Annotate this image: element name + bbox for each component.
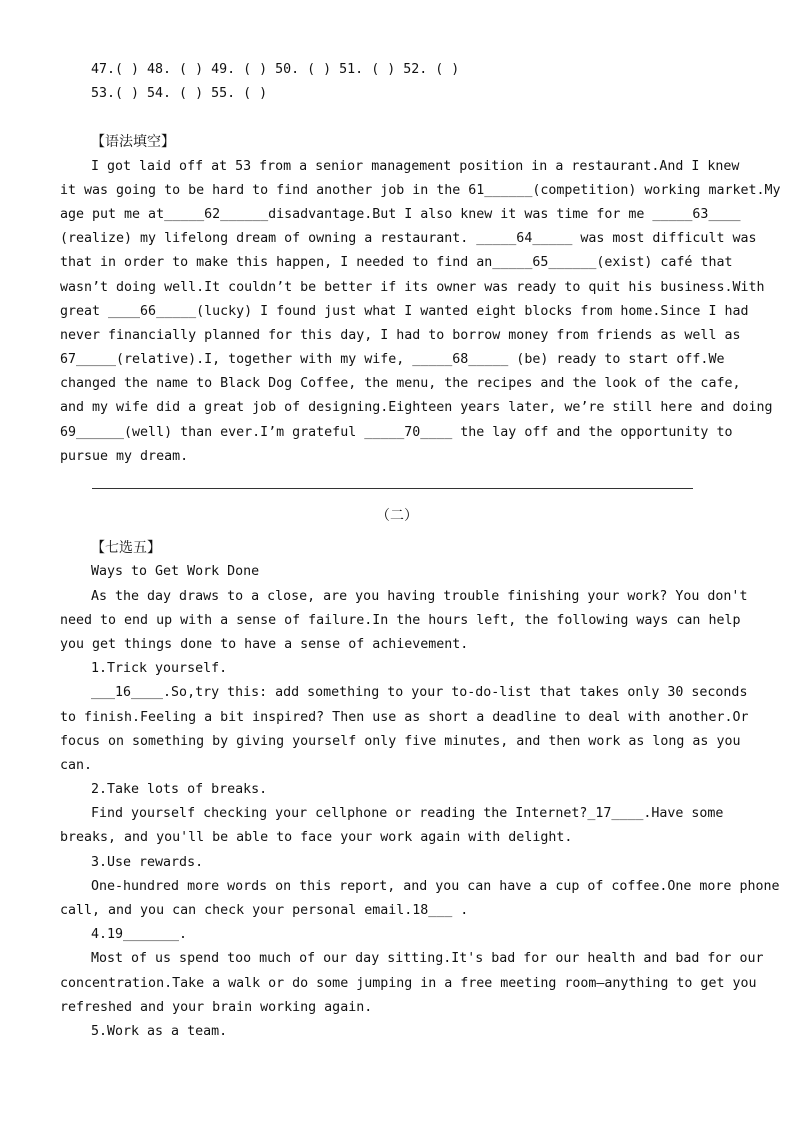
passage-line: refreshed and your brain working again. xyxy=(60,999,373,1015)
grammar-line: wasn’t doing well.It couldn’t be better if its owner was ready to quit his business.With xyxy=(60,279,765,295)
passage-line: call, and you can check your personal email.18___ . xyxy=(60,903,469,919)
passage-line: One-hundred more words on this report, and you can have a cup of coffee.One more phone xyxy=(91,878,780,894)
grammar-passage xyxy=(60,155,781,469)
passage-line: can. xyxy=(60,757,93,773)
article-title: Ways to Get Work Done xyxy=(91,564,260,580)
grammar-heading: 【语法填空】 xyxy=(91,134,175,151)
section-two-title: （二） xyxy=(376,508,418,524)
seven-choose-five-heading: 【七选五】 xyxy=(91,540,161,557)
answer-row-2: 53.( ) 54. ( ) 55. ( ) xyxy=(91,86,268,102)
answer-row-1: 47.( ) 48. ( ) 49. ( ) 50. ( ) 51. ( ) 52. ( ) xyxy=(91,62,460,77)
passage-line: Find yourself checking your cellphone or reading the Internet?_17____.Have some xyxy=(91,806,724,822)
passage-line: 4.19_______. xyxy=(91,927,188,943)
grammar-line: 67_____(relative).I, together with my wife, _____68_____ (be) ready to start off.We xyxy=(60,352,725,368)
grammar-line: that in order to make this happen, I needed to find an_____65______(exist) café that xyxy=(60,255,733,271)
section-divider xyxy=(92,488,693,489)
passage-line: you get things done to have a sense of achievement. xyxy=(60,636,469,652)
grammar-line: and my wife did a great job of designing.Eighteen years later, we’re still here and doing xyxy=(60,400,773,416)
grammar-line: I got laid off at 53 from a senior management position in a restaurant.And I knew xyxy=(91,158,740,174)
passage-line: focus on something by giving yourself only five minutes, and then work as long as you xyxy=(60,733,741,749)
passage-line: need to end up with a sense of failure.In the hours left, the following ways can help xyxy=(60,612,741,628)
grammar-line: great ____66_____(lucky) I found just what I wanted eight blocks from home.Since I had xyxy=(60,303,749,319)
grammar-line: age put me at_____62______disadvantage.But I also knew it was time for me _____63____ xyxy=(60,206,741,222)
passage-line: 5.Work as a team. xyxy=(91,1023,228,1039)
passage-line: 3.Use rewards. xyxy=(91,854,204,870)
section-two xyxy=(60,504,780,1044)
passage-line: to finish.Feeling a bit inspired? Then use as short a deadline to deal with another.Or xyxy=(60,709,749,725)
grammar-line: (realize) my lifelong dream of owning a restaurant. _____64_____ was most difficult was xyxy=(60,231,757,247)
grammar-line: pursue my dream. xyxy=(60,448,189,464)
reading-passage xyxy=(60,585,780,1045)
passage-line: Most of us spend too much of our day sitting.It's bad for our health and bad for our xyxy=(91,951,764,967)
document-page xyxy=(60,58,781,469)
passage-line: breaks, and you'll be able to face your work again with delight. xyxy=(60,830,573,846)
grammar-line: changed the name to Black Dog Coffee, the menu, the recipes and the look of the cafe, xyxy=(60,376,741,392)
passage-line: 1.Trick yourself. xyxy=(91,661,228,677)
grammar-line: it was going to be hard to find another job in the 61______(competition) working market.My xyxy=(60,182,781,198)
grammar-line: 69______(well) than ever.I’m grateful _____70____ the lay off and the opportunity to xyxy=(60,424,733,440)
grammar-line: never financially planned for this day, I had to borrow money from friends as well as xyxy=(60,327,741,343)
passage-line: concentration.Take a walk or do some jumping in a free meeting room—anything to get you xyxy=(60,975,757,991)
passage-line: 2.Take lots of breaks. xyxy=(91,782,268,798)
passage-line: ___16____.So,try this: add something to your to-do-list that takes only 30 seconds xyxy=(91,685,748,701)
passage-line: As the day draws to a close, are you having trouble finishing your work? You don't xyxy=(91,588,748,604)
